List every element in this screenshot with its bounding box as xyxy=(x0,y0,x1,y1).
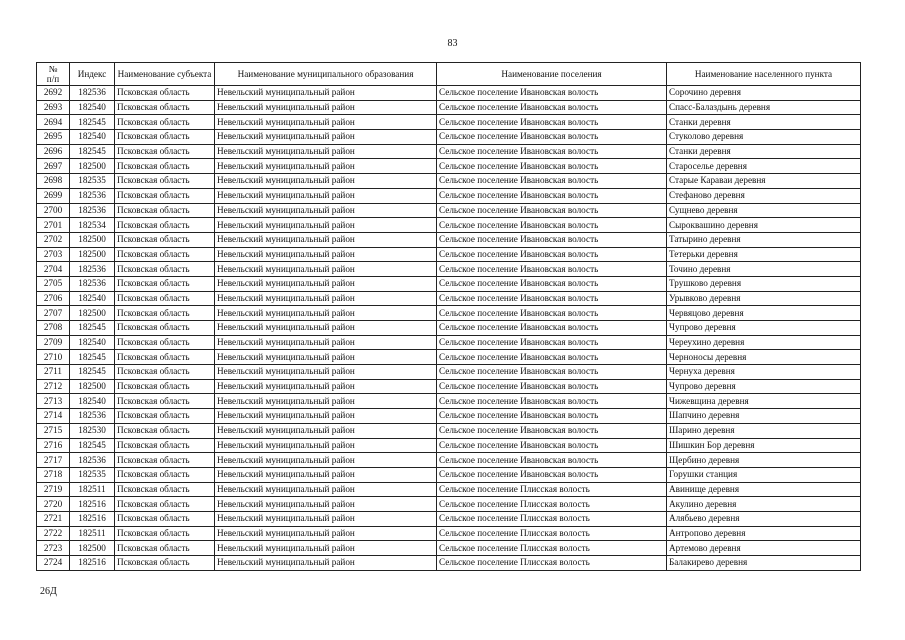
cell-index: 182500 xyxy=(70,159,115,174)
cell-subject: Псковская область xyxy=(115,203,215,218)
cell-num: 2723 xyxy=(37,541,70,556)
cell-settlement: Сельское поселение Ивановская волость xyxy=(437,321,667,336)
cell-index: 182516 xyxy=(70,497,115,512)
header-num: № п/п xyxy=(37,63,70,86)
cell-settlement: Сельское поселение Ивановская волость xyxy=(437,350,667,365)
cell-index: 182511 xyxy=(70,526,115,541)
table-row xyxy=(37,232,861,247)
table-row xyxy=(37,365,861,380)
cell-subject: Псковская область xyxy=(115,276,215,291)
cell-index: 182500 xyxy=(70,541,115,556)
cell-locality: Акулино деревня xyxy=(667,497,861,512)
cell-settlement: Сельское поселение Ивановская волость xyxy=(437,365,667,380)
cell-locality: Балакирево деревня xyxy=(667,556,861,571)
cell-settlement: Сельское поселение Ивановская волость xyxy=(437,174,667,189)
cell-locality: Шишкин Бор деревня xyxy=(667,438,861,453)
cell-index: 182500 xyxy=(70,232,115,247)
cell-index: 182536 xyxy=(70,409,115,424)
table-row xyxy=(37,453,861,468)
table-row xyxy=(37,159,861,174)
localities-table xyxy=(36,62,861,571)
cell-index: 182530 xyxy=(70,423,115,438)
cell-subject: Псковская область xyxy=(115,247,215,262)
cell-subject: Псковская область xyxy=(115,541,215,556)
cell-locality: Чупрово деревня xyxy=(667,321,861,336)
table-row xyxy=(37,511,861,526)
cell-num: 2709 xyxy=(37,335,70,350)
cell-locality: Артемово деревня xyxy=(667,541,861,556)
cell-municipality: Невельский муниципальный район xyxy=(215,394,437,409)
table-header-row xyxy=(37,63,861,86)
cell-municipality: Невельский муниципальный район xyxy=(215,379,437,394)
cell-num: 2719 xyxy=(37,482,70,497)
cell-settlement: Сельское поселение Ивановская волость xyxy=(437,409,667,424)
cell-settlement: Сельское поселение Ивановская волость xyxy=(437,379,667,394)
cell-index: 182516 xyxy=(70,511,115,526)
cell-num: 2692 xyxy=(37,86,70,101)
cell-settlement: Сельское поселение Ивановская волость xyxy=(437,159,667,174)
cell-subject: Псковская область xyxy=(115,497,215,512)
cell-municipality: Невельский муниципальный район xyxy=(215,497,437,512)
cell-settlement: Сельское поселение Ивановская волость xyxy=(437,438,667,453)
cell-num: 2694 xyxy=(37,115,70,130)
cell-municipality: Невельский муниципальный район xyxy=(215,482,437,497)
cell-municipality: Невельский муниципальный район xyxy=(215,365,437,380)
table-row xyxy=(37,144,861,159)
cell-num: 2717 xyxy=(37,453,70,468)
cell-num: 2697 xyxy=(37,159,70,174)
cell-num: 2714 xyxy=(37,409,70,424)
cell-municipality: Невельский муниципальный район xyxy=(215,423,437,438)
cell-locality: Червяцово деревня xyxy=(667,306,861,321)
table-row xyxy=(37,541,861,556)
cell-index: 182535 xyxy=(70,174,115,189)
cell-subject: Псковская область xyxy=(115,291,215,306)
cell-num: 2724 xyxy=(37,556,70,571)
cell-municipality: Невельский муниципальный район xyxy=(215,511,437,526)
cell-subject: Псковская область xyxy=(115,394,215,409)
cell-locality: Спасс-Балаздынь деревня xyxy=(667,100,861,115)
cell-subject: Псковская область xyxy=(115,232,215,247)
cell-locality: Чижевщина деревня xyxy=(667,394,861,409)
cell-subject: Псковская область xyxy=(115,467,215,482)
cell-settlement: Сельское поселение Ивановская волость xyxy=(437,203,667,218)
cell-municipality: Невельский муниципальный район xyxy=(215,130,437,145)
cell-locality: Горушки станция xyxy=(667,467,861,482)
cell-subject: Псковская область xyxy=(115,159,215,174)
cell-municipality: Невельский муниципальный район xyxy=(215,159,437,174)
table-row xyxy=(37,306,861,321)
table-row xyxy=(37,100,861,115)
header-index: Индекс xyxy=(70,63,115,86)
cell-index: 182500 xyxy=(70,247,115,262)
cell-num: 2710 xyxy=(37,350,70,365)
cell-settlement: Сельское поселение Плисская волость xyxy=(437,511,667,526)
cell-locality: Трушково деревня xyxy=(667,276,861,291)
cell-locality: Шарино деревня xyxy=(667,423,861,438)
table-row xyxy=(37,409,861,424)
table-row xyxy=(37,321,861,336)
cell-index: 182545 xyxy=(70,321,115,336)
cell-locality: Точино деревня xyxy=(667,262,861,277)
cell-municipality: Невельский муниципальный район xyxy=(215,556,437,571)
cell-index: 182540 xyxy=(70,130,115,145)
cell-subject: Псковская область xyxy=(115,511,215,526)
cell-locality: Урывково деревня xyxy=(667,291,861,306)
cell-num: 2713 xyxy=(37,394,70,409)
cell-settlement: Сельское поселение Плисская волость xyxy=(437,556,667,571)
cell-subject: Псковская область xyxy=(115,556,215,571)
table-row xyxy=(37,335,861,350)
cell-locality: Алябьево деревня xyxy=(667,511,861,526)
cell-settlement: Сельское поселение Плисская волость xyxy=(437,482,667,497)
header-municipality: Наименование муниципального образования xyxy=(215,63,437,86)
cell-num: 2721 xyxy=(37,511,70,526)
cell-settlement: Сельское поселение Ивановская волость xyxy=(437,100,667,115)
cell-subject: Псковская область xyxy=(115,115,215,130)
cell-municipality: Невельский муниципальный район xyxy=(215,291,437,306)
table-row xyxy=(37,188,861,203)
cell-locality: Черноносы деревня xyxy=(667,350,861,365)
cell-settlement: Сельское поселение Ивановская волость xyxy=(437,423,667,438)
table-row xyxy=(37,115,861,130)
cell-num: 2703 xyxy=(37,247,70,262)
cell-subject: Псковская область xyxy=(115,423,215,438)
cell-municipality: Невельский муниципальный район xyxy=(215,247,437,262)
cell-num: 2707 xyxy=(37,306,70,321)
cell-subject: Псковская область xyxy=(115,188,215,203)
cell-subject: Псковская область xyxy=(115,130,215,145)
cell-municipality: Невельский муниципальный район xyxy=(215,188,437,203)
cell-municipality: Невельский муниципальный район xyxy=(215,115,437,130)
cell-index: 182540 xyxy=(70,394,115,409)
cell-subject: Псковская область xyxy=(115,100,215,115)
cell-index: 182536 xyxy=(70,453,115,468)
cell-num: 2708 xyxy=(37,321,70,336)
cell-subject: Псковская область xyxy=(115,379,215,394)
cell-num: 2718 xyxy=(37,467,70,482)
cell-locality: Авинище деревня xyxy=(667,482,861,497)
cell-municipality: Невельский муниципальный район xyxy=(215,232,437,247)
table-row xyxy=(37,467,861,482)
cell-settlement: Сельское поселение Ивановская волость xyxy=(437,276,667,291)
cell-num: 2720 xyxy=(37,497,70,512)
cell-subject: Псковская область xyxy=(115,365,215,380)
cell-locality: Станки деревня xyxy=(667,144,861,159)
cell-index: 182545 xyxy=(70,365,115,380)
page-number: 83 xyxy=(447,38,458,49)
cell-locality: Станки деревня xyxy=(667,115,861,130)
cell-subject: Псковская область xyxy=(115,218,215,233)
cell-municipality: Невельский муниципальный район xyxy=(215,321,437,336)
cell-subject: Псковская область xyxy=(115,86,215,101)
cell-settlement: Сельское поселение Ивановская волость xyxy=(437,130,667,145)
table-row xyxy=(37,526,861,541)
cell-subject: Псковская область xyxy=(115,335,215,350)
cell-num: 2693 xyxy=(37,100,70,115)
cell-num: 2696 xyxy=(37,144,70,159)
cell-municipality: Невельский муниципальный район xyxy=(215,276,437,291)
cell-locality: Стефаново деревня xyxy=(667,188,861,203)
cell-settlement: Сельское поселение Ивановская волость xyxy=(437,188,667,203)
table-row xyxy=(37,247,861,262)
cell-locality: Чернуха деревня xyxy=(667,365,861,380)
cell-settlement: Сельское поселение Ивановская волость xyxy=(437,306,667,321)
cell-municipality: Невельский муниципальный район xyxy=(215,541,437,556)
table-row xyxy=(37,423,861,438)
cell-index: 182545 xyxy=(70,438,115,453)
cell-settlement: Сельское поселение Ивановская волость xyxy=(437,247,667,262)
cell-settlement: Сельское поселение Ивановская волость xyxy=(437,394,667,409)
table-body xyxy=(37,86,861,571)
cell-num: 2700 xyxy=(37,203,70,218)
cell-index: 182536 xyxy=(70,188,115,203)
cell-subject: Псковская область xyxy=(115,174,215,189)
header-settlement: Наименование поселения xyxy=(437,63,667,86)
cell-subject: Псковская область xyxy=(115,262,215,277)
cell-settlement: Сельское поселение Плисская волость xyxy=(437,541,667,556)
cell-num: 2722 xyxy=(37,526,70,541)
cell-num: 2704 xyxy=(37,262,70,277)
cell-index: 182536 xyxy=(70,203,115,218)
cell-num: 2706 xyxy=(37,291,70,306)
cell-index: 182511 xyxy=(70,482,115,497)
cell-municipality: Невельский муниципальный район xyxy=(215,526,437,541)
cell-municipality: Невельский муниципальный район xyxy=(215,438,437,453)
cell-subject: Псковская область xyxy=(115,482,215,497)
cell-locality: Шапчино деревня xyxy=(667,409,861,424)
cell-municipality: Невельский муниципальный район xyxy=(215,350,437,365)
cell-municipality: Невельский муниципальный район xyxy=(215,203,437,218)
cell-subject: Псковская область xyxy=(115,144,215,159)
cell-num: 2715 xyxy=(37,423,70,438)
cell-num: 2695 xyxy=(37,130,70,145)
table-row xyxy=(37,86,861,101)
cell-num: 2699 xyxy=(37,188,70,203)
cell-locality: Стуколово деревня xyxy=(667,130,861,145)
cell-locality: Староселье деревня xyxy=(667,159,861,174)
table-row xyxy=(37,203,861,218)
cell-locality: Сорочино деревня xyxy=(667,86,861,101)
cell-locality: Череухино деревня xyxy=(667,335,861,350)
cell-locality: Старые Караваи деревня xyxy=(667,174,861,189)
cell-num: 2712 xyxy=(37,379,70,394)
cell-settlement: Сельское поселение Ивановская волость xyxy=(437,262,667,277)
table-row xyxy=(37,350,861,365)
cell-municipality: Невельский муниципальный район xyxy=(215,467,437,482)
cell-index: 182545 xyxy=(70,350,115,365)
cell-locality: Чупрово деревня xyxy=(667,379,861,394)
cell-index: 182534 xyxy=(70,218,115,233)
cell-municipality: Невельский муниципальный район xyxy=(215,86,437,101)
cell-num: 2705 xyxy=(37,276,70,291)
cell-locality: Щербино деревня xyxy=(667,453,861,468)
cell-subject: Псковская область xyxy=(115,306,215,321)
table-row xyxy=(37,379,861,394)
cell-settlement: Сельское поселение Ивановская волость xyxy=(437,218,667,233)
cell-settlement: Сельское поселение Ивановская волость xyxy=(437,453,667,468)
cell-settlement: Сельское поселение Ивановская волость xyxy=(437,232,667,247)
cell-settlement: Сельское поселение Ивановская волость xyxy=(437,291,667,306)
cell-locality: Сыроквашино деревня xyxy=(667,218,861,233)
cell-index: 182540 xyxy=(70,291,115,306)
cell-municipality: Невельский муниципальный район xyxy=(215,409,437,424)
table-row xyxy=(37,497,861,512)
table-row xyxy=(37,218,861,233)
footer-code: 26Д xyxy=(40,586,57,597)
table-row xyxy=(37,276,861,291)
cell-municipality: Невельский муниципальный район xyxy=(215,335,437,350)
cell-municipality: Невельский муниципальный район xyxy=(215,144,437,159)
cell-subject: Псковская область xyxy=(115,453,215,468)
cell-municipality: Невельский муниципальный район xyxy=(215,306,437,321)
cell-locality: Татырино деревня xyxy=(667,232,861,247)
cell-num: 2711 xyxy=(37,365,70,380)
cell-index: 182536 xyxy=(70,262,115,277)
header-locality: Наименование населенного пункта xyxy=(667,63,861,86)
cell-municipality: Невельский муниципальный район xyxy=(215,174,437,189)
cell-num: 2701 xyxy=(37,218,70,233)
cell-num: 2702 xyxy=(37,232,70,247)
cell-settlement: Сельское поселение Плисская волость xyxy=(437,526,667,541)
table-row xyxy=(37,130,861,145)
table-row xyxy=(37,482,861,497)
table-row xyxy=(37,394,861,409)
cell-subject: Псковская область xyxy=(115,409,215,424)
table-row xyxy=(37,438,861,453)
cell-municipality: Невельский муниципальный район xyxy=(215,218,437,233)
cell-settlement: Сельское поселение Ивановская волость xyxy=(437,467,667,482)
cell-index: 182535 xyxy=(70,467,115,482)
table-row xyxy=(37,262,861,277)
cell-settlement: Сельское поселение Ивановская волость xyxy=(437,335,667,350)
cell-locality: Антропово деревня xyxy=(667,526,861,541)
cell-settlement: Сельское поселение Ивановская волость xyxy=(437,144,667,159)
cell-num: 2698 xyxy=(37,174,70,189)
cell-subject: Псковская область xyxy=(115,438,215,453)
cell-index: 182500 xyxy=(70,306,115,321)
cell-index: 182516 xyxy=(70,556,115,571)
cell-settlement: Сельское поселение Плисская волость xyxy=(437,497,667,512)
table-row xyxy=(37,174,861,189)
table-row xyxy=(37,556,861,571)
cell-subject: Псковская область xyxy=(115,526,215,541)
cell-municipality: Невельский муниципальный район xyxy=(215,100,437,115)
cell-index: 182545 xyxy=(70,115,115,130)
cell-index: 182536 xyxy=(70,276,115,291)
cell-index: 182545 xyxy=(70,144,115,159)
cell-subject: Псковская область xyxy=(115,321,215,336)
cell-index: 182540 xyxy=(70,335,115,350)
cell-municipality: Невельский муниципальный район xyxy=(215,262,437,277)
cell-index: 182536 xyxy=(70,86,115,101)
cell-index: 182500 xyxy=(70,379,115,394)
cell-locality: Тетерьки деревня xyxy=(667,247,861,262)
cell-num: 2716 xyxy=(37,438,70,453)
cell-index: 182540 xyxy=(70,100,115,115)
cell-settlement: Сельское поселение Ивановская волость xyxy=(437,86,667,101)
cell-subject: Псковская область xyxy=(115,350,215,365)
cell-settlement: Сельское поселение Ивановская волость xyxy=(437,115,667,130)
header-subject: Наименование субъекта xyxy=(115,63,215,86)
cell-locality: Сущнево деревня xyxy=(667,203,861,218)
cell-municipality: Невельский муниципальный район xyxy=(215,453,437,468)
table-row xyxy=(37,291,861,306)
